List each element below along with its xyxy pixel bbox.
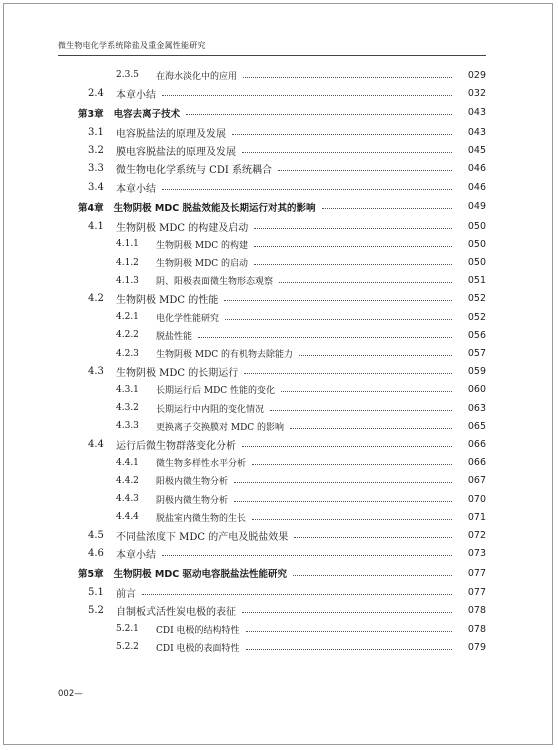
toc-entry-number: 3.2 <box>88 145 104 157</box>
toc-entry-page: 043 <box>467 107 486 119</box>
toc-entry[interactable] <box>0 490 558 508</box>
toc-entry-title: 生物阴极 MDC 脱盐效能及长期运行对其的影响 <box>113 202 316 214</box>
toc-entry[interactable] <box>0 123 558 141</box>
toc-entry-page: 077 <box>467 567 486 579</box>
toc-entry-title: 长期运行后 MDC 性能的变化 <box>156 386 276 397</box>
dot-leader <box>299 355 452 356</box>
toc-entry-title: 阴、阳极表面微生物形态观察 <box>156 277 274 288</box>
toc-entry[interactable] <box>0 66 558 84</box>
toc-entry-page: 071 <box>467 511 486 523</box>
dot-leader <box>278 170 452 171</box>
toc-entry[interactable] <box>0 217 558 235</box>
toc-entry-title: 本章小结 <box>116 89 156 101</box>
toc-entry-title: CDI 电极的表面特性 <box>156 643 240 654</box>
running-head: 微生物电化学系统除盐及重金属性能研究 <box>58 41 206 50</box>
dot-leader <box>254 264 452 265</box>
toc-entry-page: 078 <box>467 623 486 635</box>
toc-entry-title: 电容去离子技术 <box>113 108 181 120</box>
toc-entry[interactable] <box>0 308 558 326</box>
dot-leader <box>254 246 452 247</box>
toc-entry-number: 4.3.1 <box>116 384 139 395</box>
dot-leader <box>242 612 452 613</box>
toc-entry[interactable] <box>0 638 558 656</box>
dot-leader <box>234 482 452 483</box>
toc-entry-number: 第3章 <box>78 108 104 120</box>
toc-entry-page: 032 <box>467 87 486 99</box>
toc-entry-number: 3.3 <box>88 163 104 175</box>
toc-entry-number: 4.4.1 <box>116 457 139 468</box>
toc-entry[interactable] <box>0 454 558 472</box>
toc-entry[interactable] <box>0 435 558 453</box>
toc-entry-number: 4.4.4 <box>116 512 139 523</box>
toc-entry[interactable] <box>0 417 558 435</box>
dot-leader <box>162 95 452 96</box>
dot-leader <box>279 282 452 283</box>
dot-leader <box>232 134 452 135</box>
toc-chapter-entry[interactable] <box>0 102 558 123</box>
toc-entry-page: 070 <box>467 493 486 505</box>
toc-entry-number: 4.1.1 <box>116 239 139 250</box>
toc-entry[interactable] <box>0 272 558 290</box>
toc-entry[interactable] <box>0 326 558 344</box>
toc-entry-number: 4.3.2 <box>116 403 139 414</box>
toc-entry-number: 2.4 <box>88 87 104 99</box>
toc-entry-page: 079 <box>467 641 486 653</box>
toc-entry-title: 阳极内微生物分析 <box>156 477 229 488</box>
toc-entry-number: 第4章 <box>78 202 104 214</box>
dot-leader <box>254 228 452 229</box>
toc-entry-page: 050 <box>467 238 486 250</box>
toc-entry-title: 生物阴极 MDC 的性能 <box>116 295 219 307</box>
toc-entry-title: 生物阴极 MDC 的有机物去除能力 <box>156 350 294 361</box>
toc-entry-title: CDI 电极的结构特性 <box>156 625 240 636</box>
toc-entry-page: 050 <box>467 257 486 269</box>
toc-entry-title: 在海水淡化中的应用 <box>156 71 238 82</box>
toc-entry-title: 脱盐室内微生物的生长 <box>156 513 247 524</box>
toc-entry-page: 052 <box>467 293 486 305</box>
dot-leader <box>252 519 452 520</box>
toc-entry-number: 4.6 <box>88 548 104 560</box>
toc-entry[interactable] <box>0 160 558 178</box>
toc-entry-title: 自制板式活性炭电极的表征 <box>116 607 236 619</box>
toc-entry-number: 5.1 <box>88 587 104 599</box>
dot-leader <box>244 373 452 374</box>
toc-entry-number: 4.3.3 <box>116 421 139 432</box>
toc-entry[interactable] <box>0 472 558 490</box>
toc-entry-title: 生物阴极 MDC 驱动电容脱盐法性能研究 <box>113 569 288 581</box>
toc-entry-page: 073 <box>467 548 486 560</box>
toc-entry-number: 5.2 <box>88 605 104 617</box>
toc-entry-title: 长期运行中内阻的变化情况 <box>156 404 265 415</box>
toc-entry-page: 052 <box>467 311 486 323</box>
toc-entry[interactable] <box>0 545 558 563</box>
toc-entry-page: 060 <box>467 384 486 396</box>
dot-leader <box>252 464 452 465</box>
toc-entry-number: 4.1.3 <box>116 275 139 286</box>
toc-entry[interactable] <box>0 235 558 253</box>
toc-entry-title: 不同盐浓度下 MDC 的产电及脱盐效果 <box>116 531 289 543</box>
toc-entry-number: 4.2.1 <box>116 312 139 323</box>
toc-entry[interactable] <box>0 584 558 602</box>
toc-entry-number: 2.3.5 <box>116 70 139 81</box>
toc-entry-number: 3.4 <box>88 181 104 193</box>
dot-leader <box>294 537 452 538</box>
toc-entry-page: 045 <box>467 145 486 157</box>
toc-entry-page: 065 <box>467 420 486 432</box>
toc-entry-number: 4.1 <box>88 220 104 232</box>
header-rule <box>58 55 486 56</box>
dot-leader <box>246 631 452 632</box>
toc-entry-title: 本章小结 <box>116 550 156 562</box>
toc-entry-page: 029 <box>467 69 486 81</box>
toc-entry-page: 046 <box>467 181 486 193</box>
toc-entry-page: 067 <box>467 475 486 487</box>
dot-leader <box>225 319 452 320</box>
toc-entry-page: 066 <box>467 457 486 469</box>
dot-leader <box>234 501 452 502</box>
dot-leader <box>290 428 452 429</box>
dot-leader <box>322 208 452 209</box>
dot-leader <box>293 575 452 576</box>
dot-leader <box>242 446 452 447</box>
toc-entry[interactable] <box>0 508 558 526</box>
dot-leader <box>224 300 452 301</box>
toc-entry-page: 078 <box>467 605 486 617</box>
page-number: 002— <box>58 689 83 699</box>
toc-entry-page: 056 <box>467 329 486 341</box>
toc-entry-title: 电化学性能研究 <box>156 313 220 324</box>
toc-entry-title: 阴极内微生物分析 <box>156 495 229 506</box>
dot-leader <box>246 649 452 650</box>
toc-entry-number: 4.4 <box>88 438 104 450</box>
toc-entry[interactable] <box>0 290 558 308</box>
toc-entry-page: 077 <box>467 587 486 599</box>
toc-entry-number: 5.2.1 <box>116 624 139 635</box>
toc-entry-title: 脱盐性能 <box>156 331 193 342</box>
toc-entry-number: 3.1 <box>88 126 104 138</box>
toc-entry-page: 046 <box>467 163 486 175</box>
toc-entry-title: 膜电容脱盐法的原理及发展 <box>116 147 236 159</box>
toc-entry[interactable] <box>0 142 558 160</box>
toc-entry-page: 043 <box>467 126 486 138</box>
toc-chapter-entry[interactable] <box>0 196 558 217</box>
toc-entry-number: 4.4.2 <box>116 475 139 486</box>
toc-entry[interactable] <box>0 526 558 544</box>
toc-entry-number: 4.2.2 <box>116 330 139 341</box>
toc-entry-number: 4.2.3 <box>116 348 139 359</box>
dot-leader <box>281 391 452 392</box>
toc-entry-title: 生物阴极 MDC 的构建 <box>156 240 249 251</box>
dot-leader <box>270 410 452 411</box>
dot-leader <box>243 77 452 78</box>
toc-entry-page: 057 <box>467 348 486 360</box>
toc-entry-title: 微生物电化学系统与 CDI 系统耦合 <box>116 165 272 177</box>
toc-chapter-entry[interactable] <box>0 563 558 584</box>
toc-entry-number: 4.4.3 <box>116 494 139 505</box>
toc-entry-title: 电容脱盐法的原理及发展 <box>116 128 226 140</box>
toc-entry[interactable] <box>0 344 558 362</box>
toc-entry-number: 4.2 <box>88 293 104 305</box>
toc-entry-title: 微生物多样性水平分析 <box>156 459 247 470</box>
toc-entry-title: 生物阴极 MDC 的构建及启动 <box>116 222 249 234</box>
toc-entry-page: 049 <box>467 201 486 213</box>
toc-entry[interactable] <box>0 602 558 620</box>
toc-entry-number: 4.1.2 <box>116 257 139 268</box>
dot-leader <box>186 114 452 115</box>
toc-entry-title: 生物阴极 MDC 的启动 <box>156 259 249 270</box>
toc-entry-page: 059 <box>467 366 486 378</box>
toc-entry-number: 4.3 <box>88 366 104 378</box>
toc-entry[interactable] <box>0 381 558 399</box>
dot-leader <box>162 189 452 190</box>
toc-entry-number: 4.5 <box>88 529 104 541</box>
toc-entry-page: 072 <box>467 529 486 541</box>
dot-leader <box>198 337 452 338</box>
toc-entry[interactable] <box>0 178 558 196</box>
toc-entry[interactable] <box>0 620 558 638</box>
dot-leader <box>162 555 452 556</box>
toc-entry-page: 066 <box>467 438 486 450</box>
toc-entry[interactable] <box>0 363 558 381</box>
toc-entry-page: 051 <box>467 275 486 287</box>
toc-entry-title: 运行后微生物群落变化分析 <box>116 440 236 452</box>
toc-entry-title: 本章小结 <box>116 183 156 195</box>
toc-entry-number: 5.2.2 <box>116 642 139 653</box>
toc-entry-title: 生物阴极 MDC 的长期运行 <box>116 368 239 380</box>
toc-entry[interactable] <box>0 254 558 272</box>
toc-entry-number: 第5章 <box>78 569 104 581</box>
dot-leader <box>242 152 452 153</box>
dot-leader <box>142 594 452 595</box>
toc-entry-title: 前言 <box>116 589 136 601</box>
toc-entry-page: 063 <box>467 402 486 414</box>
toc-entry-page: 050 <box>467 220 486 232</box>
toc-entry-title: 更换离子交换膜对 MDC 的影响 <box>156 422 285 433</box>
toc-entry[interactable] <box>0 84 558 102</box>
toc-entry[interactable] <box>0 399 558 417</box>
table-of-contents <box>0 66 558 656</box>
